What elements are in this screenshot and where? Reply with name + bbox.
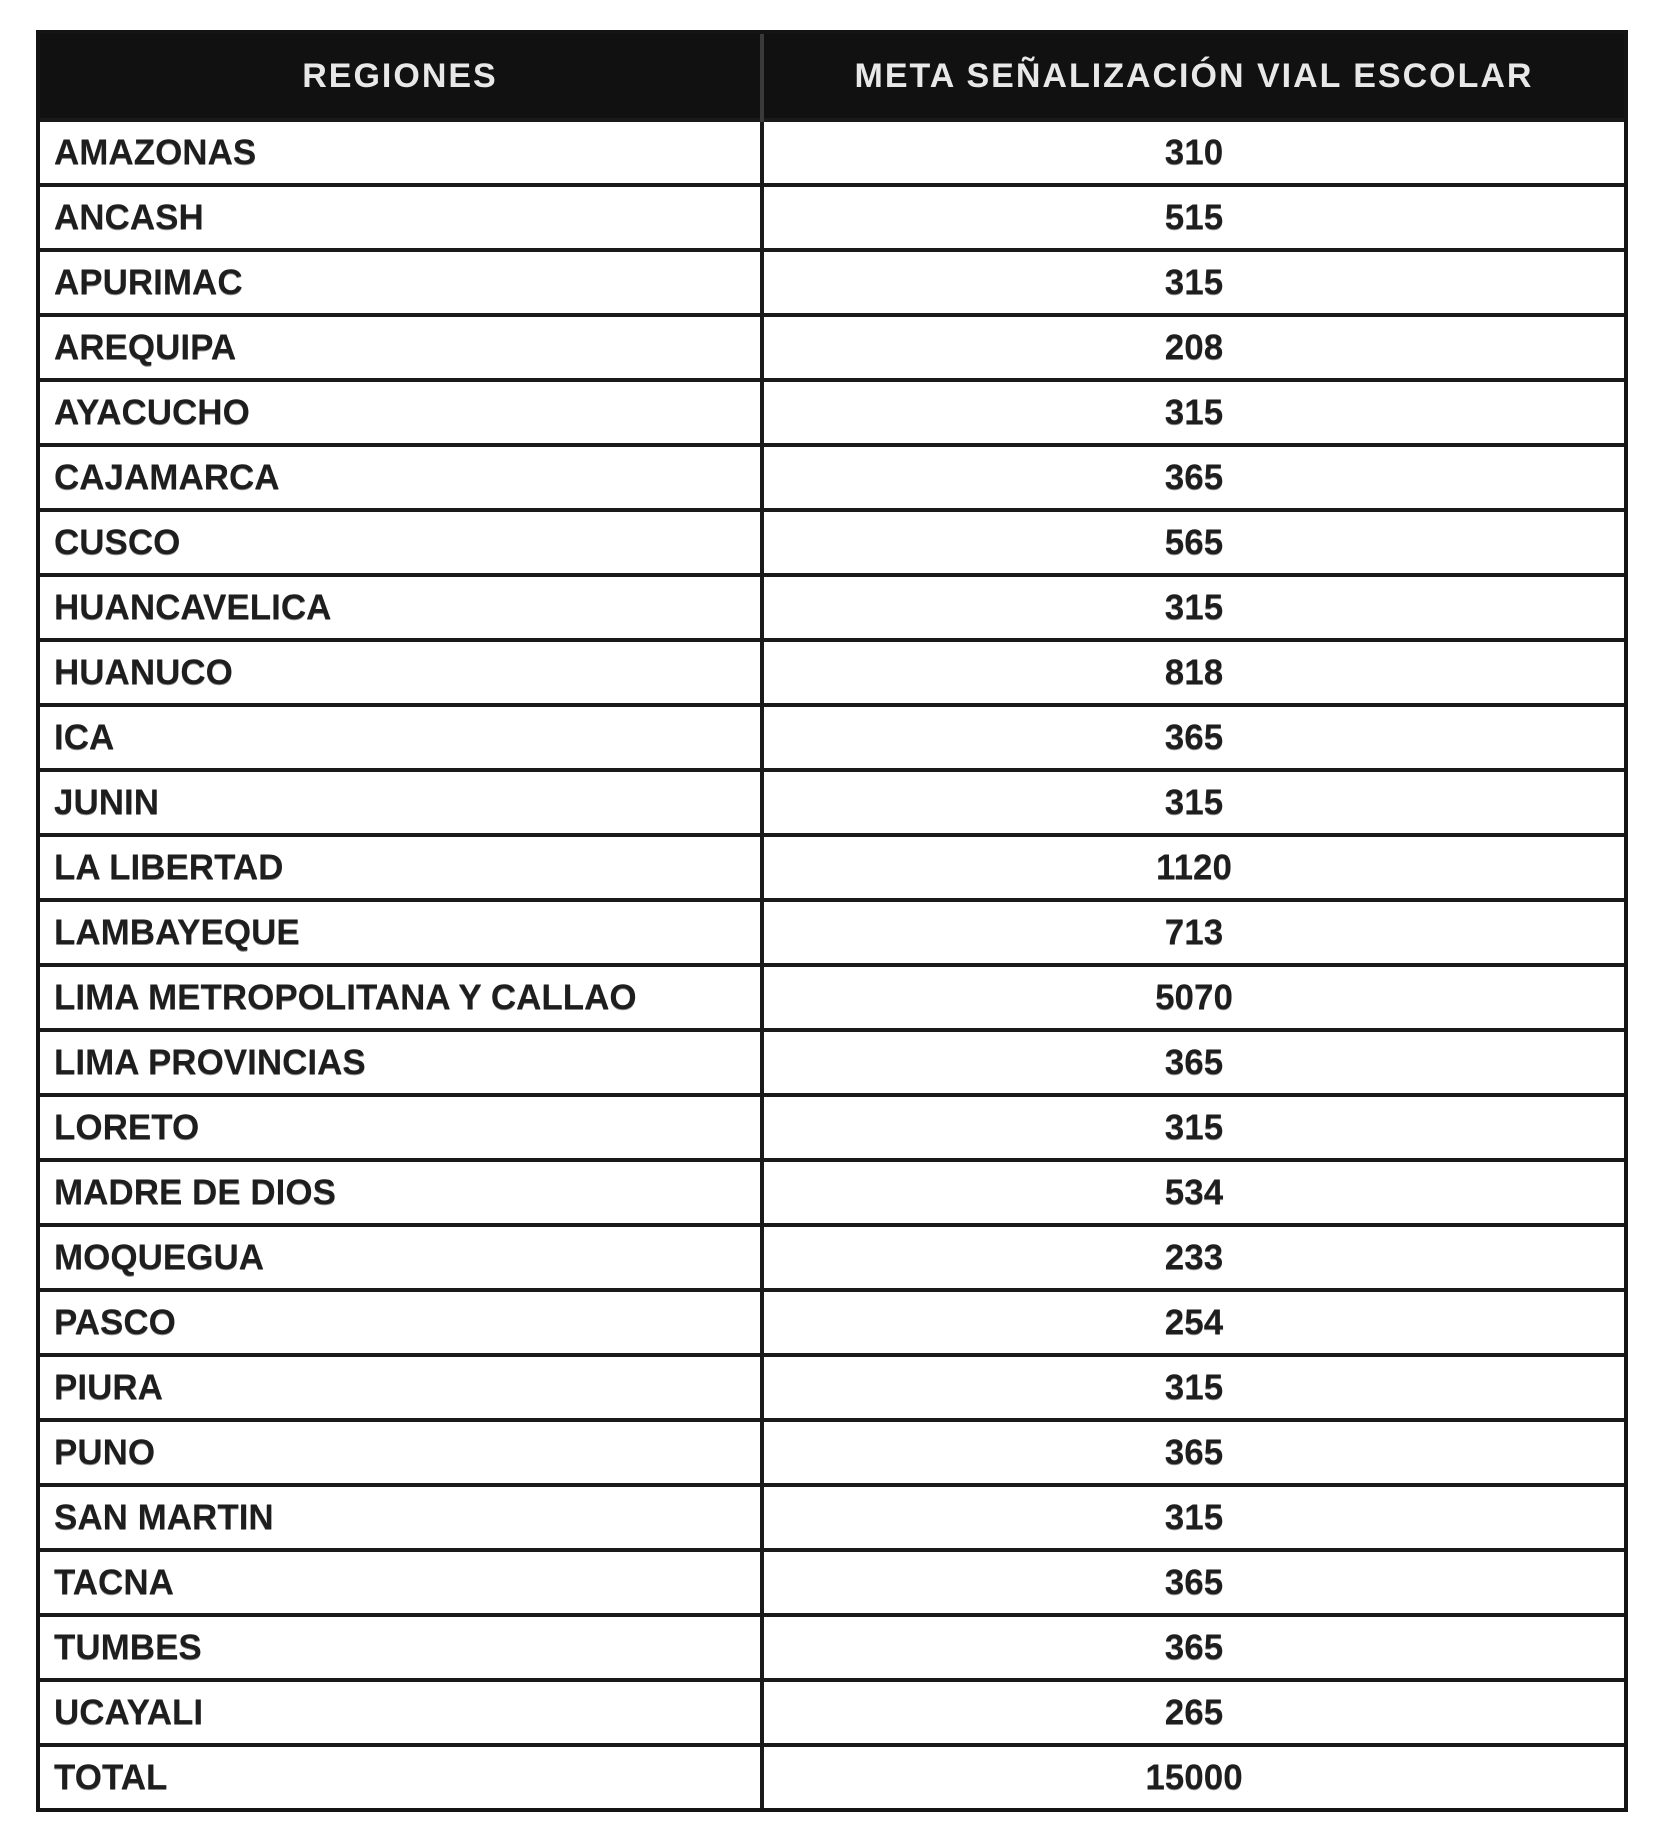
meta-value-cell: 315 bbox=[762, 1095, 1624, 1160]
header-row bbox=[40, 34, 1624, 120]
region-cell: AMAZONAS bbox=[40, 120, 762, 185]
region-cell: TACNA bbox=[40, 1550, 762, 1615]
region-cell: PIURA bbox=[40, 1355, 762, 1420]
total-label: TOTAL bbox=[40, 1745, 762, 1808]
region-cell: SAN MARTIN bbox=[40, 1485, 762, 1550]
region-cell: LA LIBERTAD bbox=[40, 835, 762, 900]
meta-value-cell: 818 bbox=[762, 640, 1624, 705]
table-row bbox=[40, 250, 1624, 315]
table-row bbox=[40, 1160, 1624, 1225]
meta-value-cell: 315 bbox=[762, 380, 1624, 445]
meta-value-cell: 1120 bbox=[762, 835, 1624, 900]
meta-value-cell: 365 bbox=[762, 1030, 1624, 1095]
meta-value-cell: 565 bbox=[762, 510, 1624, 575]
table-row bbox=[40, 965, 1624, 1030]
region-cell: PASCO bbox=[40, 1290, 762, 1355]
table-row bbox=[40, 1680, 1624, 1745]
region-cell: PUNO bbox=[40, 1420, 762, 1485]
table-row bbox=[40, 1030, 1624, 1095]
meta-value-cell: 365 bbox=[762, 705, 1624, 770]
meta-value-cell: 534 bbox=[762, 1160, 1624, 1225]
table-row bbox=[40, 575, 1624, 640]
region-cell: ICA bbox=[40, 705, 762, 770]
meta-value-cell: 365 bbox=[762, 445, 1624, 510]
table-row bbox=[40, 1355, 1624, 1420]
table-row bbox=[40, 120, 1624, 185]
region-cell: CUSCO bbox=[40, 510, 762, 575]
table-body bbox=[40, 120, 1624, 1808]
meta-value-cell: 315 bbox=[762, 250, 1624, 315]
table-row bbox=[40, 640, 1624, 705]
table-header bbox=[40, 34, 1624, 120]
table-row bbox=[40, 185, 1624, 250]
region-cell: HUANUCO bbox=[40, 640, 762, 705]
meta-value-cell: 315 bbox=[762, 1355, 1624, 1420]
meta-value-cell: 315 bbox=[762, 575, 1624, 640]
region-cell: UCAYALI bbox=[40, 1680, 762, 1745]
region-cell: HUANCAVELICA bbox=[40, 575, 762, 640]
region-cell: AYACUCHO bbox=[40, 380, 762, 445]
meta-value-cell: 310 bbox=[762, 120, 1624, 185]
region-cell: JUNIN bbox=[40, 770, 762, 835]
region-cell: AREQUIPA bbox=[40, 315, 762, 380]
meta-value-cell: 365 bbox=[762, 1550, 1624, 1615]
table-row bbox=[40, 1095, 1624, 1160]
table-row bbox=[40, 1550, 1624, 1615]
meta-value-cell: 5070 bbox=[762, 965, 1624, 1030]
header-regiones: REGIONES bbox=[40, 34, 762, 120]
table-row bbox=[40, 705, 1624, 770]
meta-value-cell: 365 bbox=[762, 1615, 1624, 1680]
table-row bbox=[40, 445, 1624, 510]
table-row bbox=[40, 1420, 1624, 1485]
region-cell: MOQUEGUA bbox=[40, 1225, 762, 1290]
table-row bbox=[40, 1225, 1624, 1290]
table-row bbox=[40, 315, 1624, 380]
table-row bbox=[40, 1485, 1624, 1550]
table-row bbox=[40, 835, 1624, 900]
total-row bbox=[40, 1745, 1624, 1808]
meta-value-cell: 315 bbox=[762, 770, 1624, 835]
meta-value-cell: 254 bbox=[762, 1290, 1624, 1355]
region-cell: LIMA PROVINCIAS bbox=[40, 1030, 762, 1095]
meta-value-cell: 265 bbox=[762, 1680, 1624, 1745]
meta-value-cell: 365 bbox=[762, 1420, 1624, 1485]
table-row bbox=[40, 380, 1624, 445]
meta-value-cell: 713 bbox=[762, 900, 1624, 965]
regions-table bbox=[36, 30, 1628, 1812]
meta-value-cell: 315 bbox=[762, 1485, 1624, 1550]
region-cell: MADRE DE DIOS bbox=[40, 1160, 762, 1225]
region-cell: ANCASH bbox=[40, 185, 762, 250]
meta-value-cell: 208 bbox=[762, 315, 1624, 380]
region-cell: TUMBES bbox=[40, 1615, 762, 1680]
region-cell: LAMBAYEQUE bbox=[40, 900, 762, 965]
meta-value-cell: 233 bbox=[762, 1225, 1624, 1290]
table-row bbox=[40, 900, 1624, 965]
region-cell: LORETO bbox=[40, 1095, 762, 1160]
table-row bbox=[40, 1290, 1624, 1355]
region-cell: CAJAMARCA bbox=[40, 445, 762, 510]
meta-value-cell: 515 bbox=[762, 185, 1624, 250]
table-row bbox=[40, 510, 1624, 575]
table-row bbox=[40, 770, 1624, 835]
header-meta: META SEÑALIZACIÓN VIAL ESCOLAR bbox=[762, 34, 1624, 120]
region-cell: LIMA METROPOLITANA Y CALLAO bbox=[40, 965, 762, 1030]
total-value: 15000 bbox=[762, 1745, 1624, 1808]
region-cell: APURIMAC bbox=[40, 250, 762, 315]
regions-table-grid bbox=[40, 34, 1624, 1808]
table-row bbox=[40, 1615, 1624, 1680]
